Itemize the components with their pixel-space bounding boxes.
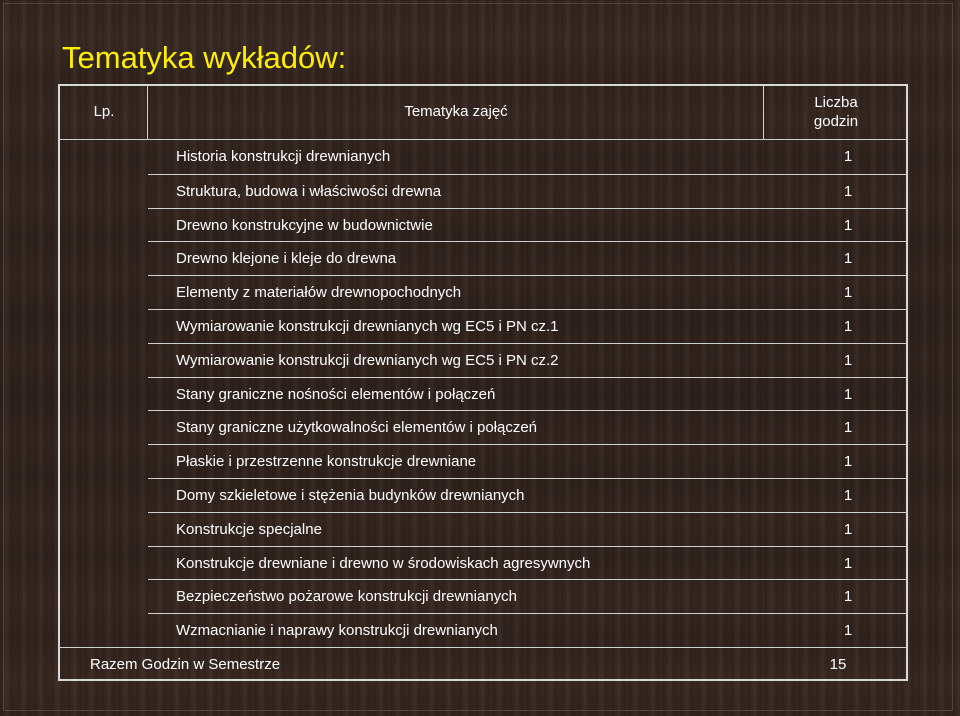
- row-hours: 1: [843, 622, 853, 640]
- row-hours: 1: [843, 520, 853, 538]
- row-hours: 1: [843, 385, 853, 403]
- header-hours-cell: [764, 86, 908, 140]
- row-topic: Bezpieczeństwo pożarowe konstrukcji drewnianych: [176, 588, 518, 606]
- header-hours-line1: Liczba: [814, 94, 858, 111]
- table-row: [148, 241, 908, 274]
- row-hours: 1: [843, 148, 853, 165]
- row-topic: Drewno konstrukcyjne w budownictwie: [176, 216, 433, 234]
- table-row: [148, 275, 908, 308]
- row-topic: Stany graniczne użytkowalności elementów i połączeń: [176, 419, 538, 437]
- row-topic: Wzmacnianie i naprawy konstrukcji drewnianych: [176, 622, 498, 640]
- row-hours: 1: [843, 419, 853, 437]
- table-row: [148, 377, 908, 410]
- header-hours-line2: godzin: [813, 113, 859, 130]
- lecture-topics-table: [58, 84, 908, 681]
- row-topic: Historia konstrukcji drewnianych: [176, 148, 391, 165]
- row-hours: 1: [843, 554, 853, 572]
- row-topic: Wymiarowanie konstrukcji drewnianych wg EC5 i PN cz.1: [176, 318, 559, 335]
- row-topic: Struktura, budowa i właściwości drewna: [176, 182, 442, 200]
- row-topic: Elementy z materiałów drewnopochodnych: [176, 284, 462, 302]
- row-hours: 1: [843, 182, 853, 200]
- header-lp: Lp.: [93, 103, 115, 120]
- total-value: 15: [829, 656, 847, 673]
- row-topic: Konstrukcje drewniane i drewno w środowiskach agresywnych: [176, 554, 591, 572]
- header-topic: Tematyka zajęć: [404, 103, 508, 120]
- row-hours: 1: [843, 487, 853, 504]
- table-row: [148, 410, 908, 443]
- row-hours: 1: [843, 250, 853, 268]
- row-topic: Drewno klejone i kleje do drewna: [176, 250, 397, 268]
- table-row: [148, 546, 908, 579]
- table-row: [148, 140, 908, 173]
- total-row: [60, 647, 906, 681]
- row-hours: 1: [843, 216, 853, 234]
- table-row: [148, 512, 908, 545]
- table-row: [148, 174, 908, 207]
- row-topic: Wymiarowanie konstrukcji drewnianych wg EC5 i PN cz.2: [176, 351, 559, 369]
- header-lp-cell: [60, 86, 148, 140]
- table-row: [148, 579, 908, 612]
- row-hours: 1: [843, 453, 853, 471]
- row-hours: 1: [843, 318, 853, 335]
- table-row: [148, 478, 908, 511]
- total-label: Razem Godzin w Semestrze: [90, 656, 281, 673]
- table-row: [148, 309, 908, 342]
- row-hours: 1: [843, 351, 853, 369]
- row-topic: Płaskie i przestrzenne konstrukcje drewniane: [176, 453, 477, 471]
- table-row: [148, 444, 908, 477]
- row-hours: 1: [843, 588, 853, 606]
- page-title: Tematyka wykładów:: [62, 40, 347, 75]
- table-row: [148, 613, 908, 646]
- row-topic: Domy szkieletowe i stężenia budynków drewnianych: [176, 487, 525, 504]
- table-row: [148, 343, 908, 376]
- row-topic: Stany graniczne nośności elementów i połączeń: [176, 385, 496, 403]
- header-topic-cell: [148, 86, 764, 140]
- row-topic: Konstrukcje specjalne: [176, 520, 322, 538]
- table-row: [148, 208, 908, 241]
- row-hours: 1: [843, 284, 853, 302]
